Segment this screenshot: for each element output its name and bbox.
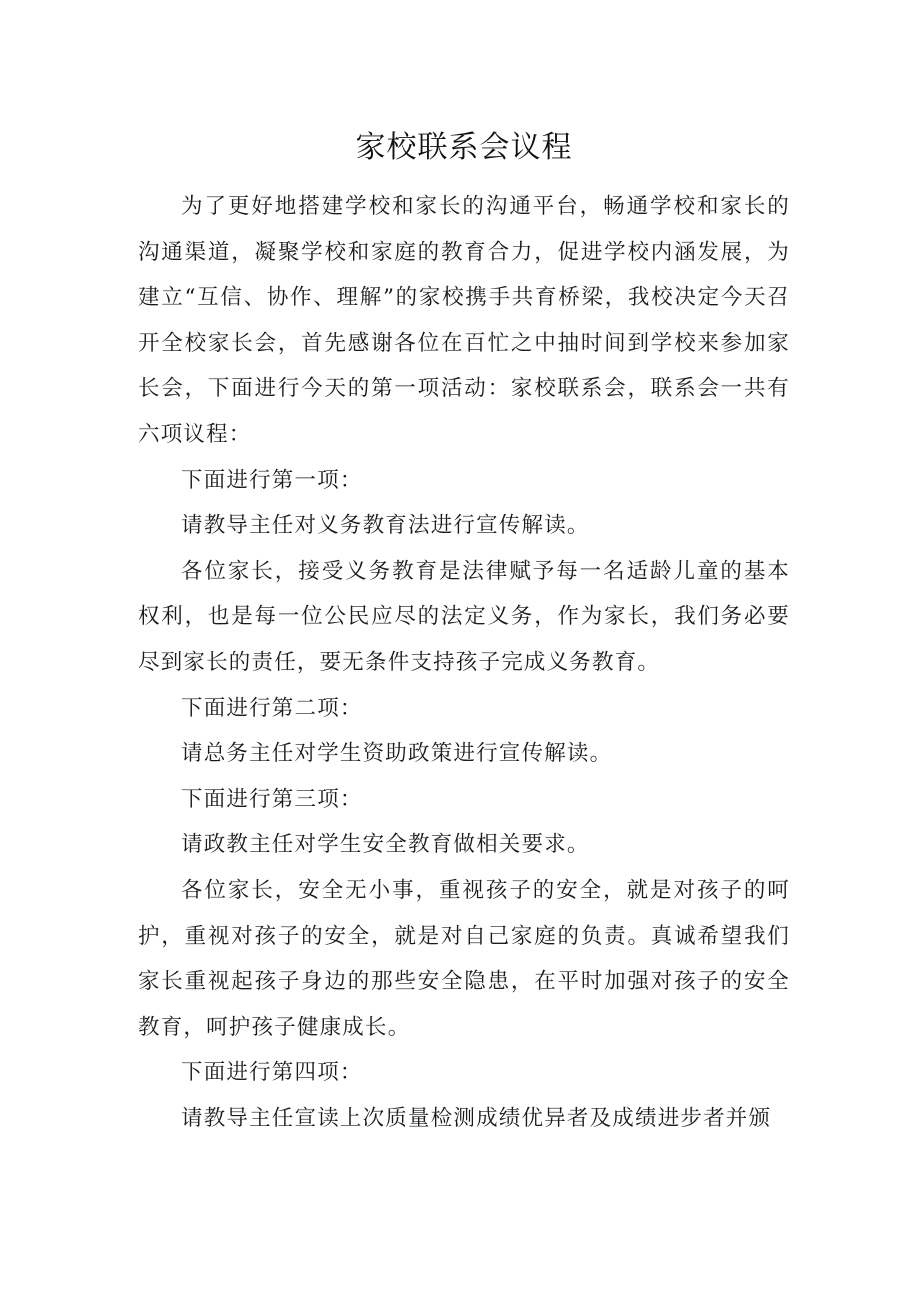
paragraph-item-2-content: 请总务主任对学生资助政策进行宣传解读。 [181,741,613,767]
paragraph-item-4-content: 请教导主任宣读上次质量检测成绩优异者及成绩进步者并颁 [181,1105,772,1131]
paragraph-intro: 为了更好地搭建学校和家长的沟通平台，畅通学校和家长的沟通渠道，凝聚学校和家庭的教育合力，促进学校内涵发展，为建立“互信、协作、理解”的家校携手共育桥梁，我校决定今天召开全校家长会，首先感谢各位在百忙之中抽时间到学校来参加家长会，下面进行今天的第一项活动：家校联系会，联系会一共有六项议程： [138,194,790,447]
paragraph-item-1-content: 请教导主任对义务教育法进行宣传解读。 [181,513,590,539]
document-body [138,184,790,1141]
paragraph-item-2-heading: 下面进行第二项： [181,695,363,721]
paragraph-item-1-remarks: 各位家长，接受义务教育是法律赋予每一名适龄儿童的基本权利，也是每一位公民应尽的法定义务，作为家长，我们务必要尽到家长的责任，要无条件支持孩子完成义务教育。 [138,558,790,675]
paragraph-item-1-heading: 下面进行第一项： [181,467,363,493]
paragraph-item-4-heading: 下面进行第四项： [181,1060,363,1086]
document-title: 家校联系会议程 [355,130,573,165]
paragraph-item-3-content: 请政教主任对学生安全教育做相关要求。 [181,832,590,858]
paragraph-item-3-heading: 下面进行第三项： [181,786,363,812]
paragraph-item-3-remarks: 各位家长，安全无小事，重视孩子的安全，就是对孩子的呵护，重视对孩子的安全，就是对自己家庭的负责。真诚希望我们家长重视起孩子身边的那些安全隐患，在平时加强对孩子的安全教育，呵护孩子健康成长。 [138,877,790,1040]
